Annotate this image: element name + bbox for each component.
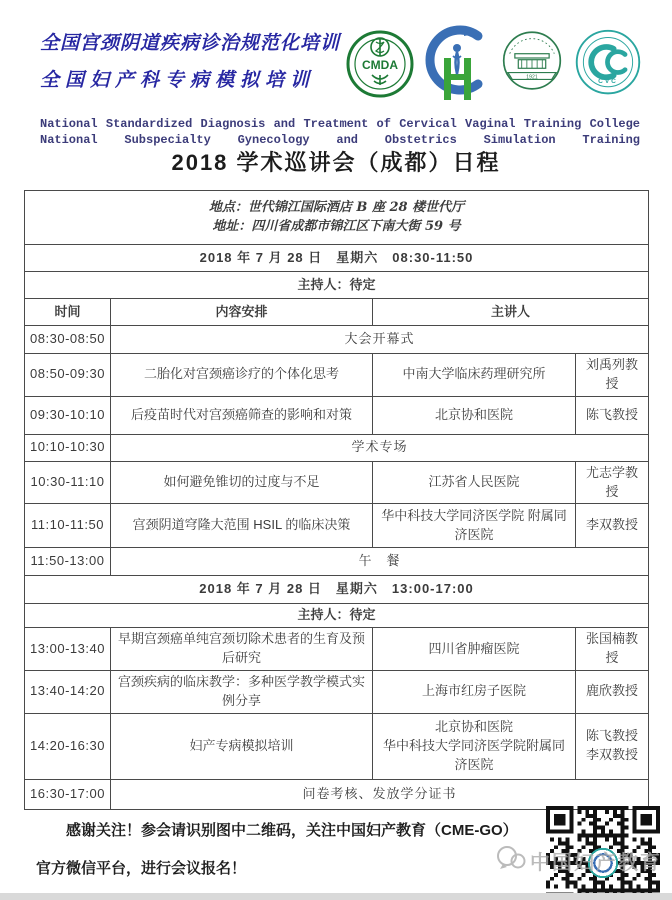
header-en-line2: National Subspecialty Gynecology and Obstetrics Simulation Training — [40, 133, 640, 148]
table-row — [25, 434, 649, 461]
table-row — [25, 326, 649, 354]
row-time: 16:30-17:00 — [25, 779, 111, 809]
afternoon-date-row: 2018 年 7 月 28 日 星期六 13:00-17:00 — [25, 576, 649, 604]
schedule-table — [24, 190, 649, 810]
row-organization: 上海市红房子医院 — [373, 671, 576, 714]
row-time: 14:20-16:30 — [25, 713, 111, 779]
row-topic: 宫颈疾病的临床教学：多种医学教学模式实例分享 — [111, 671, 373, 714]
row-organization: 华中科技大学同济医学院 附属同济医院 — [373, 504, 576, 548]
row-time: 11:50-13:00 — [25, 548, 111, 576]
row-organization: 江苏省人民医院 — [373, 461, 576, 504]
row-span-label: 问卷考核、发放学分证书 — [111, 779, 649, 809]
row-span-label: 午 餐 — [111, 548, 649, 576]
afternoon-host-row: 主持人：待定 — [25, 604, 649, 628]
col-header-time: 时间 — [25, 299, 111, 326]
row-topic: 如何避免锥切的过度与不足 — [111, 461, 373, 504]
row-time: 13:00-13:40 — [25, 628, 111, 671]
row-time: 11:10-11:50 — [25, 504, 111, 548]
table-row — [25, 628, 649, 671]
row-speaker: 陈飞教授 — [576, 396, 649, 434]
col-header-content: 内容安排 — [111, 299, 373, 326]
header-cn-line2: 全国妇产科专病模拟培训 — [40, 69, 316, 91]
row-organization-line: 北京协和医院 — [434, 718, 513, 734]
header-cn-line1: 全国宫颈阴道疾病诊治规范化培训 — [40, 32, 341, 54]
row-span-label: 大会开幕式 — [111, 326, 649, 354]
row-speaker: 尤志学教授 — [576, 461, 649, 504]
row-speaker: 张国楠教授 — [576, 628, 649, 671]
col-header-speaker: 主讲人 — [373, 299, 649, 326]
row-speaker: 刘禹列教授 — [576, 354, 649, 397]
morning-date-row: 2018 年 7 月 28 日 星期六 08:30-11:50 — [25, 245, 649, 272]
footer-note-line2: 官方微信平台，进行会议报名！ — [36, 859, 247, 877]
row-speaker: 鹿欣教授 — [576, 671, 649, 714]
peking-union-hospital-seal-icon — [496, 18, 568, 110]
cervical-vaginal-college-seal-icon — [572, 18, 644, 110]
scan-edge-strip — [0, 893, 672, 900]
row-topic: 后疫苗时代对宫颈癌筛查的影响和对策 — [111, 396, 373, 434]
row-speaker — [576, 713, 649, 779]
page-title: 2018 学术巡讲会（成都）日程 — [171, 150, 501, 175]
footer-note-line1: 感谢关注！参会请识别图中二维码，关注中国妇产教育（CME-GO） — [66, 822, 518, 839]
morning-host-row: 主持人：待定 — [25, 272, 649, 299]
table-row — [25, 779, 649, 809]
header-en-line1: National Standardized Diagnosis and Treatment of Cervical Vaginal Training College — [40, 117, 640, 131]
venue-address: 地址：四川省成都市锦江区下南大街 59 号 — [212, 218, 461, 234]
row-topic: 妇产专病模拟培训 — [111, 713, 373, 779]
document-header — [40, 18, 640, 148]
logo-row — [344, 18, 644, 110]
column-header-row — [25, 299, 649, 326]
row-organization-line: 华中科技大学同济医学院附属同济医院 — [382, 737, 565, 772]
cmda-logo-icon — [344, 18, 416, 110]
row-time: 10:10-10:30 — [25, 434, 111, 461]
table-row — [25, 461, 649, 504]
row-time: 08:30-08:50 — [25, 326, 111, 354]
row-time: 10:30-11:10 — [25, 461, 111, 504]
row-topic: 宫颈阴道穹隆大范围 HSIL 的临床决策 — [111, 504, 373, 548]
row-span-label: 学术专场 — [111, 434, 649, 461]
svg-text:1921: 1921 — [526, 74, 538, 81]
row-organization — [373, 713, 576, 779]
row-time: 09:30-10:10 — [25, 396, 111, 434]
svg-text:CMDA: CMDA — [362, 58, 399, 72]
table-row — [25, 354, 649, 397]
row-time: 08:50-09:30 — [25, 354, 111, 397]
venue-cell — [25, 191, 649, 245]
row-topic: 二胎化对宫颈癌诊疗的个体化思考 — [111, 354, 373, 397]
schedule-table-container — [24, 190, 648, 810]
header-english-titles — [40, 116, 640, 148]
table-row — [25, 671, 649, 714]
table-row — [25, 713, 649, 779]
row-speaker-line: 陈飞教授 — [585, 728, 638, 744]
ch-hospital-logo-icon — [420, 18, 492, 110]
row-organization: 中南大学临床药理研究所 — [373, 354, 576, 397]
row-speaker: 李双教授 — [576, 504, 649, 548]
svg-text:CVC: CVC — [598, 77, 618, 85]
row-organization: 北京协和医院 — [373, 396, 576, 434]
row-speaker-line: 李双教授 — [585, 747, 638, 763]
table-row — [25, 504, 649, 548]
row-time: 13:40-14:20 — [25, 671, 111, 714]
wechat-qr-code — [546, 806, 660, 898]
row-topic: 早期宫颈癌单纯宫颈切除术患者的生育及预后研究 — [111, 628, 373, 671]
footer-note — [36, 812, 532, 887]
row-organization: 四川省肿瘤医院 — [373, 628, 576, 671]
table-row — [25, 396, 649, 434]
header-chinese-titles — [40, 18, 340, 92]
table-row — [25, 548, 649, 576]
watermark-text: 中国妇产教育 — [530, 852, 662, 874]
venue-location: 地点：世代锦江国际酒店 B 座 28 楼世代厅 — [208, 199, 465, 215]
